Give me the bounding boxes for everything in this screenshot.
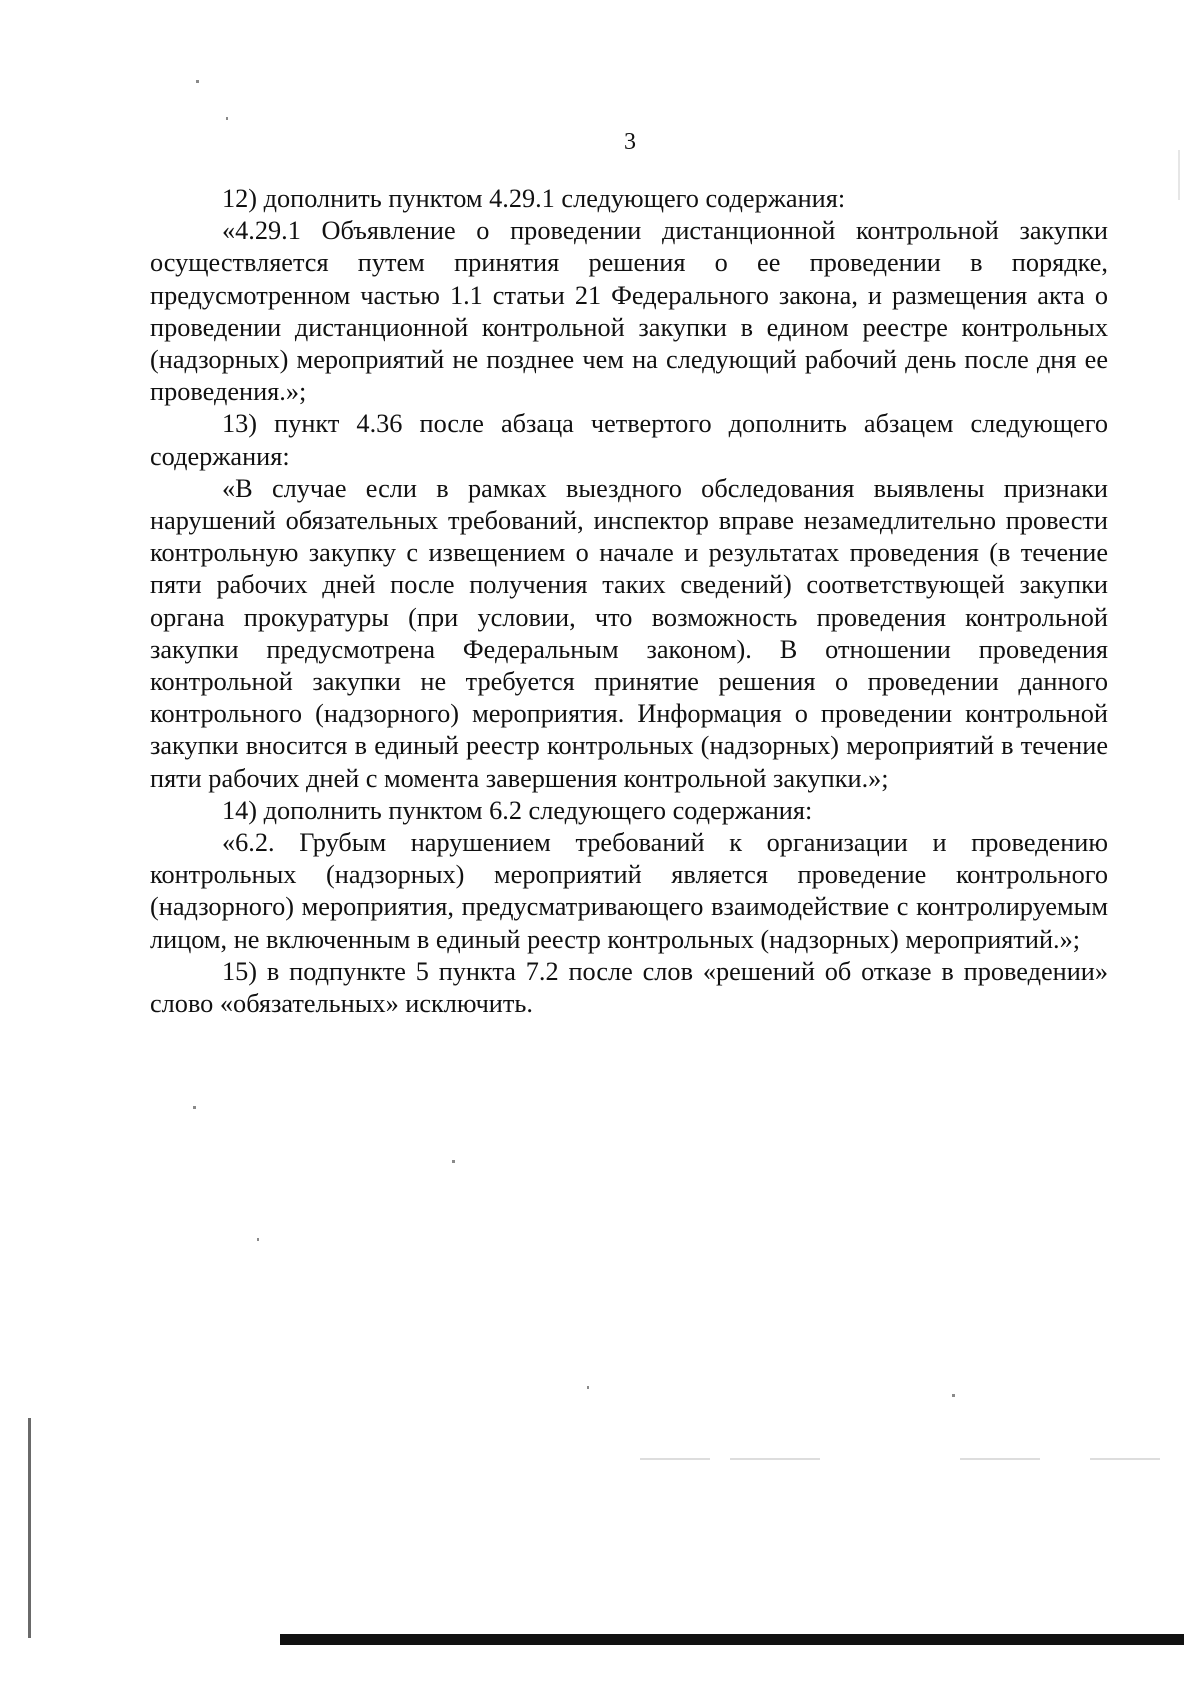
scan-artifact-row bbox=[640, 1458, 710, 1460]
paragraph-item-15: 15) в подпункте 5 пункта 7.2 после слов «решений об отказе в проведении» слово «обязательных» исключить. bbox=[150, 956, 1108, 1019]
scan-left-edge bbox=[28, 1418, 31, 1638]
paragraph-quote-4-36: «В случае если в рамках выездного обследования выявлены признаки нарушений обязательных требований, инспектор вправе незамедлительно провести контрольную закупку с извещением о начале и результатах проведения (в течение пяти рабочих дней после получения таких сведений) соответствующей закупки органа прокуратуры (при условии, что возможность проведения контрольной закупки предусмотрена Федеральным законом). В отношении проведения контрольной закупки не требуется принятие решения о проведении данного контрольного (надзорного) мероприятия. Информация о проведении контрольной закупки вносится в единый реестр контрольных (надзорных) мероприятий в течение пяти рабочих дней с момента завершения контрольной закупки.»; bbox=[150, 473, 1108, 793]
scan-speck bbox=[226, 117, 228, 120]
paragraph-quote-6-2: «6.2. Грубым нарушением требований к организации и проведению контрольных (надзорных) мероприятий является проведение контрольного (надзорного) мероприятия, предусматривающего взаимодействие с контролируемым лицом, не включенным в единый реестр контрольных (надзорных) мероприятий.»; bbox=[150, 828, 1108, 954]
scan-artifact-row bbox=[1090, 1458, 1160, 1460]
scan-artifact-row bbox=[730, 1458, 820, 1460]
paragraph-item-13: 13) пункт 4.36 после абзаца четвертого дополнить абзацем следующего содержания: bbox=[150, 409, 1108, 471]
scan-speck bbox=[1178, 150, 1180, 200]
scan-bottom-bar bbox=[280, 1634, 1184, 1645]
paragraph-quote-4-29-1: «4.29.1 Объявление о проведении дистанционной контрольной закупки осуществляется путем принятия решения о ее проведении в порядке, предусмотренном частью 1.1 статьи 21 Федерального закона, и размещения акта о проведении дистанционной контрольной закупки в едином реестре контрольных (надзорных) мероприятий не позднее чем на следующий рабочий день после дня ее проведения.»; bbox=[150, 216, 1108, 407]
scan-speck bbox=[952, 1394, 955, 1397]
paragraph-item-12: 12) дополнить пунктом 4.29.1 следующего содержания: bbox=[222, 184, 846, 213]
scan-speck bbox=[196, 80, 199, 83]
page-number: 3 bbox=[624, 129, 636, 155]
scan-speck bbox=[257, 1238, 259, 1241]
scan-speck bbox=[452, 1160, 455, 1163]
scan-artifact-row bbox=[960, 1458, 1040, 1460]
scan-speck bbox=[193, 1106, 196, 1109]
paragraph-item-14: 14) дополнить пунктом 6.2 следующего содержания: bbox=[222, 795, 813, 825]
document-body bbox=[150, 183, 1108, 1020]
scan-speck bbox=[587, 1386, 589, 1389]
